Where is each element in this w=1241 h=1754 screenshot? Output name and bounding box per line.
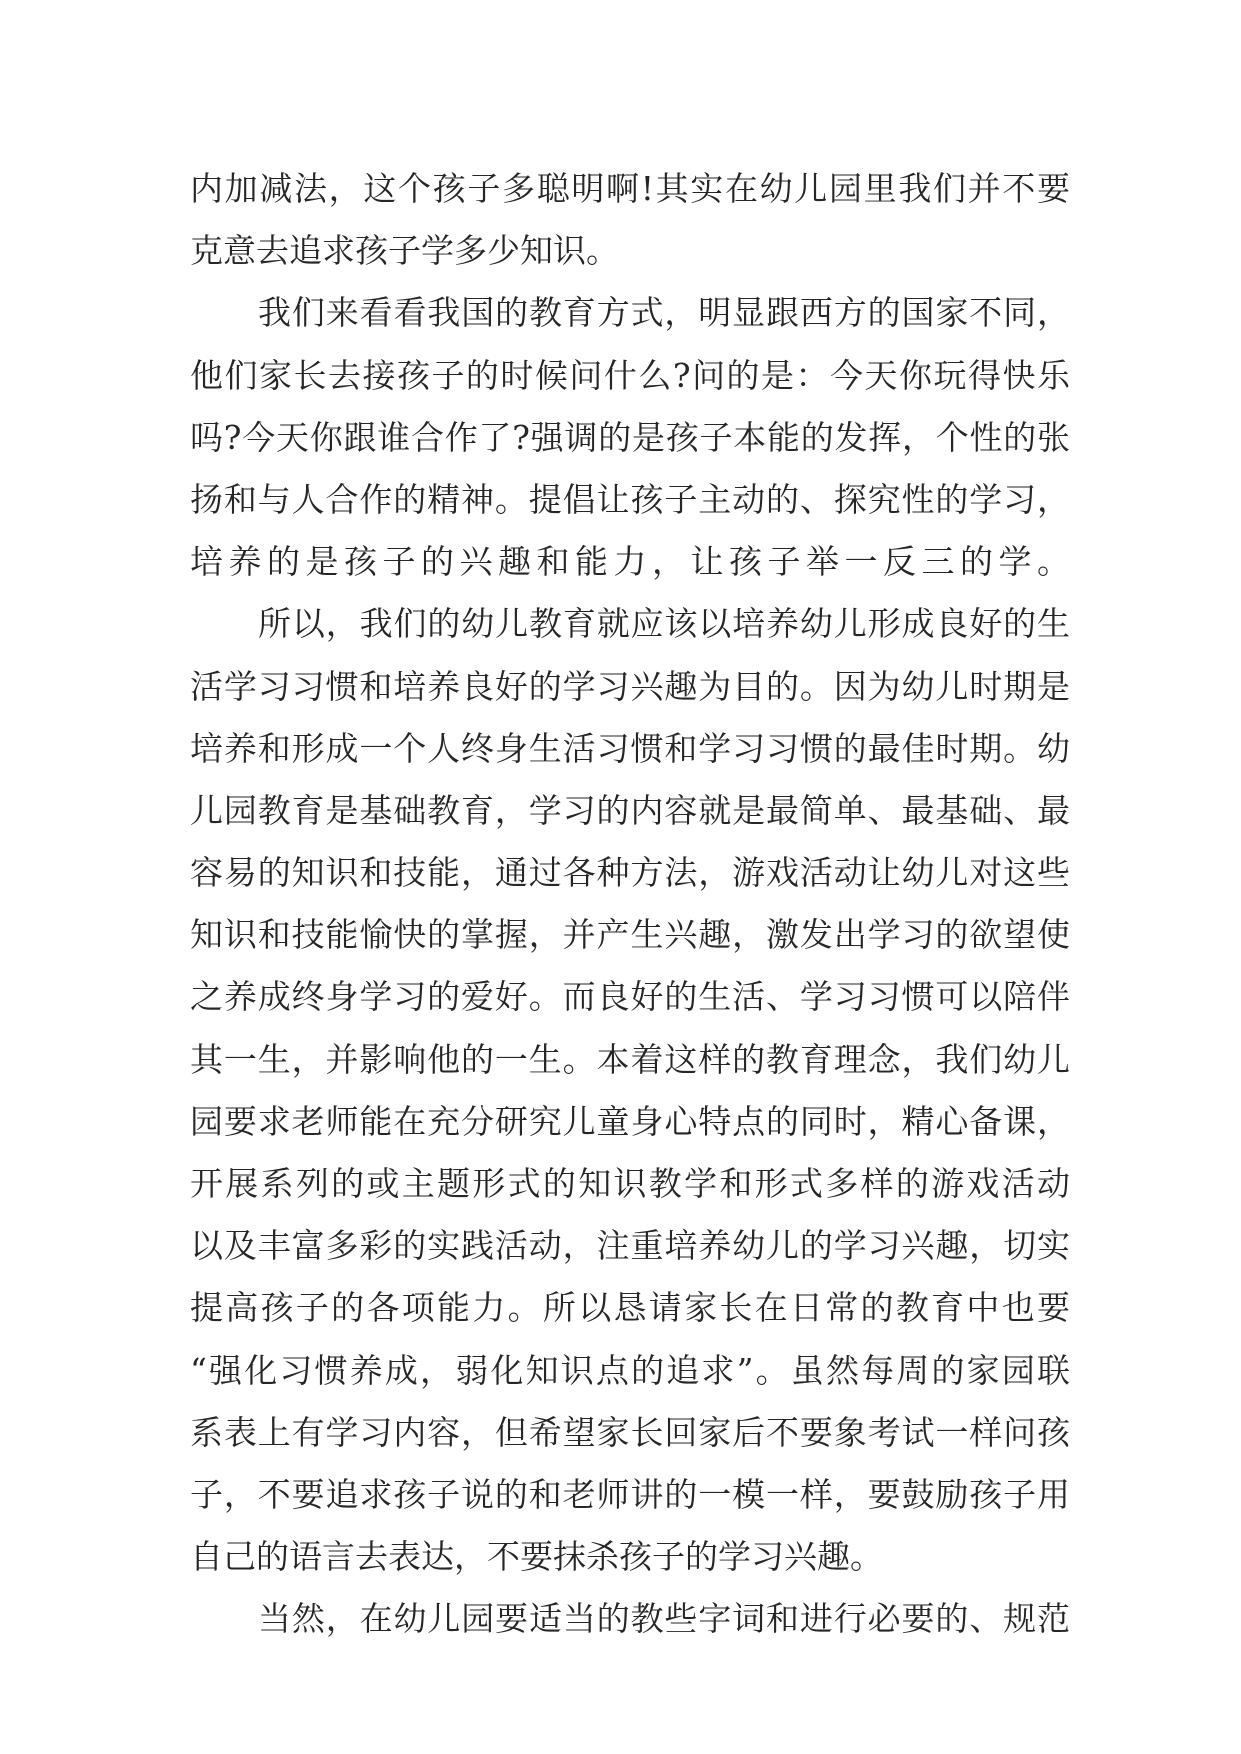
- text-line: 容易的知识和技能，通过各种方法，游戏活动让幼儿对这些: [190, 853, 1071, 893]
- text-line: 扬和与人合作的精神。提倡让孩子主动的、探究性的学习，: [190, 479, 1071, 519]
- text-line: 克意去追求孩子学多少知识。: [190, 231, 619, 271]
- text-line: 提高孩子的各项能力。所以恳请家长在日常的教育中也要: [190, 1288, 1073, 1328]
- text-line: “强化习惯养成，弱化知识点的追求”。虽然每周的家园联: [190, 1350, 1073, 1390]
- text-line: 儿园教育是基础教育，学习的内容就是最简单、最基础、最: [190, 790, 1071, 830]
- text-line: 以及丰富多彩的实践活动，注重培养幼儿的学习兴趣，切实: [190, 1226, 1071, 1266]
- body-text: [190, 158, 1076, 1651]
- text-line: 培养和形成一个人终身生活习惯和学习习惯的最佳时期。幼: [190, 728, 1071, 768]
- text-line: 吗?今天你跟谁合作了?强调的是孩子本能的发挥，个性的张: [190, 417, 1071, 457]
- text-line: 他们家长去接孩子的时候问什么?问的是：今天你玩得快乐: [190, 355, 1072, 395]
- text-line: 子，不要追求孩子说的和老师讲的一模一样，要鼓励孩子用: [190, 1474, 1071, 1514]
- text-line: 知识和技能愉快的掌握，并产生兴趣，激发出学习的欲望使: [190, 915, 1071, 955]
- text-line: 我们来看看我国的教育方式，明显跟西方的国家不同，: [258, 293, 1071, 333]
- text-line: 内加减法，这个孩子多聪明啊!其实在幼儿园里我们并不要: [190, 169, 1072, 208]
- text-line: 培养的是孩子的兴趣和能力，让孩子举一反三的学。: [190, 542, 1076, 582]
- text-line: 开展系列的或主题形式的知识教学和形式多样的游戏活动: [190, 1164, 1073, 1203]
- text-line: 园要求老师能在充分研究儿童身心特点的同时，精心备课，: [190, 1101, 1071, 1141]
- text-line: 系表上有学习内容，但希望家长回家后不要象考试一样问孩: [190, 1412, 1071, 1452]
- text-line: 所以，我们的幼儿教育就应该以培养幼儿形成良好的生: [258, 604, 1071, 644]
- text-line: 其一生，并影响他的一生。本着这样的教育理念，我们幼儿: [190, 1039, 1071, 1079]
- text-line: 当然，在幼儿园要适当的教些字词和进行必要的、规范: [258, 1599, 1071, 1639]
- text-line: 活学习习惯和培养良好的学习兴趣为目的。因为幼儿时期是: [190, 666, 1071, 706]
- text-line: 之养成终身学习的爱好。而良好的生活、学习习惯可以陪伴: [190, 977, 1071, 1017]
- text-line: 自己的语言去表达，不要抹杀孩子的学习兴趣。: [190, 1537, 883, 1577]
